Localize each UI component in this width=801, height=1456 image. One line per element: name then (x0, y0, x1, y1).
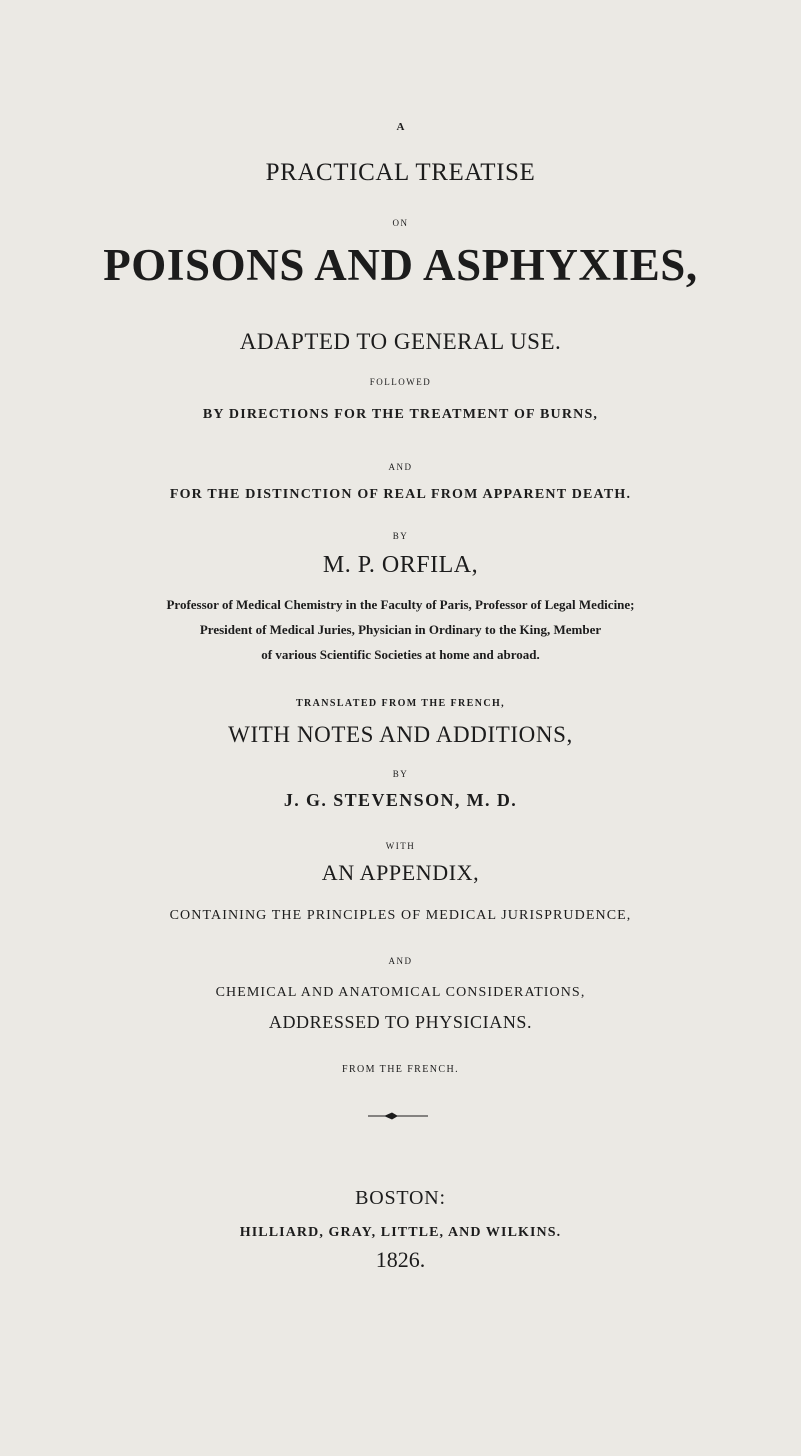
author-description-2: President of Medical Juries, Physician in Ordinary to the King, Member (199, 622, 602, 637)
main-title: POISONS AND ASPHYXIES, (103, 240, 698, 290)
author-description-1: Professor of Medical Chemistry in the Faculty of Paris, Professor of Legal Medicine; (166, 597, 635, 612)
containing-line: CONTAINING THE PRINCIPLES OF MEDICAL JURISPRUDENCE, (169, 908, 632, 923)
translated-line: TRANSLATED FROM THE FRENCH, (295, 698, 506, 709)
directions-line: BY DIRECTIONS FOR THE TREATMENT OF BURNS, (202, 407, 599, 422)
author-description-3: of various Scientific Societies at home and abroad. (261, 647, 540, 662)
chemical-line: CHEMICAL AND ANATOMICAL CONSIDERATIONS, (215, 985, 586, 1000)
translator-name: J. G. STEVENSON, M. D. (283, 790, 518, 810)
ornamental-rule (368, 1112, 428, 1120)
city-line: BOSTON: (355, 1187, 446, 1209)
on-label: ON (392, 218, 409, 228)
with-label: WITH (385, 841, 416, 851)
and-label-2: AND (388, 956, 413, 966)
from-french-label: FROM THE FRENCH. (342, 1064, 459, 1075)
followed-label: FOLLOWED (369, 377, 432, 387)
by-label-2: BY (392, 769, 409, 779)
distinction-line: FOR THE DISTINCTION OF REAL FROM APPARENT DEATH. (169, 487, 632, 502)
author-name: M. P. ORFILA, (322, 552, 479, 578)
addressed-line: ADDRESSED TO PHYSICIANS. (268, 1012, 533, 1032)
adapted-line: ADAPTED TO GENERAL USE. (239, 329, 562, 354)
and-label-1: AND (388, 462, 413, 472)
publisher-line: HILLIARD, GRAY, LITTLE, AND WILKINS. (239, 1225, 562, 1240)
title-line-1: PRACTICAL TREATISE (265, 159, 536, 186)
by-label-1: BY (392, 531, 409, 541)
article-a: A (396, 121, 405, 133)
year-line: 1826. (375, 1247, 426, 1272)
notes-line: WITH NOTES AND ADDITIONS, (228, 722, 573, 747)
appendix-line: AN APPENDIX, (321, 860, 480, 885)
